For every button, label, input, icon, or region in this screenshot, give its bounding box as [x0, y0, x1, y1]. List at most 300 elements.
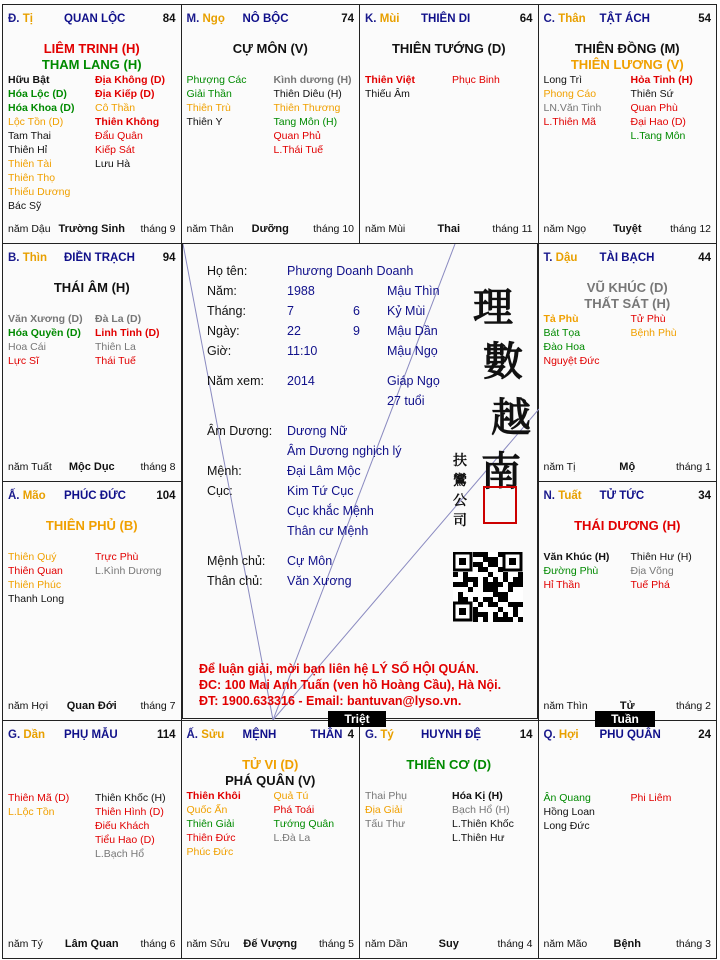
palace-number: 24: [698, 728, 711, 741]
minor-stars-right: [631, 550, 692, 592]
palace-chi: Mùi: [379, 13, 400, 25]
palace-name: MỆNH: [242, 728, 277, 741]
palace-chi: Thìn: [22, 251, 47, 264]
palace-chi: Hợi: [558, 728, 579, 741]
palace-number: 74: [341, 13, 354, 25]
info-canchi: Mậu Thìn: [387, 284, 440, 298]
info-lunar-number: 6: [353, 304, 360, 318]
minor-star: Địa Không (D): [95, 74, 165, 86]
palace-name: HUYNH ĐỆ: [421, 728, 482, 741]
minor-star: Quả Tú: [273, 789, 309, 802]
minor-stars-left: [8, 791, 69, 819]
minor-stars-left: [544, 550, 610, 592]
minor-star: Phục Binh: [452, 74, 500, 86]
minor-star: Thiên Khôi: [186, 789, 241, 802]
info-canchi: Giáp Ngọ: [387, 374, 440, 388]
footer-month: tháng 4: [497, 938, 533, 950]
palace-name: QUAN LỘC: [64, 13, 126, 25]
footer-year: năm Mùi: [365, 222, 406, 235]
palace-number: 64: [519, 13, 533, 25]
palace-chi: Tuất: [558, 490, 582, 502]
palace-ty[interactable]: [2, 4, 182, 244]
projection-line: [273, 244, 455, 720]
minor-star: Thiên Thọ: [8, 172, 56, 184]
palace-chi: Dần: [23, 728, 46, 741]
info-label: Năm xem:: [207, 374, 264, 388]
palace-header: [187, 729, 355, 745]
minor-stars-right: [95, 791, 166, 861]
palace-suu[interactable]: [181, 720, 361, 960]
palace-thin[interactable]: [2, 243, 182, 483]
minor-star: Thiếu Dương: [8, 186, 71, 198]
palace-header: [8, 729, 176, 745]
main-star: VŨ KHÚC (D): [586, 279, 668, 295]
footer-stage: Bệnh: [613, 938, 641, 950]
minor-star: Thiên Phúc: [8, 579, 62, 591]
minor-star: Lực Sĩ: [8, 354, 39, 367]
palace-chi: Tị: [22, 13, 33, 25]
minor-stars-left: [365, 73, 415, 101]
minor-star: Tuế Phá: [630, 579, 670, 591]
info-value: 7: [287, 304, 294, 318]
minor-stars-left: [544, 791, 595, 833]
minor-stars-left: [187, 789, 241, 859]
info-canchi: Mậu Ngọ: [387, 344, 438, 358]
minor-star: Địa Giải: [365, 803, 403, 816]
info-lunar-number: 9: [353, 324, 360, 338]
palace-footer: [8, 938, 176, 952]
footer-month: tháng 7: [140, 699, 176, 712]
main-star: THIÊN ĐỒNG (M): [574, 41, 680, 56]
palace-number: 14: [519, 728, 533, 741]
palace-can: Đ.: [8, 13, 20, 25]
palace-name: TÀI BẠCH: [599, 251, 655, 264]
minor-star: Quan Phủ: [273, 130, 321, 142]
minor-star: Thai Phụ: [365, 789, 408, 802]
minor-star: Bạch Hổ (H): [452, 803, 510, 816]
footer-stage: Dưỡng: [251, 222, 289, 235]
main-star: THAM LANG (H): [41, 57, 142, 72]
minor-star: Đẩu Quân: [95, 130, 143, 142]
minor-star: Địa Kiếp (D): [95, 88, 155, 100]
minor-star: Địa Võng: [630, 565, 674, 577]
main-star: THIÊN TƯỚNG (D): [391, 41, 506, 56]
minor-star: Hóa Kị (H): [452, 789, 503, 802]
info-label: Mệnh:: [207, 464, 242, 478]
palace-ty2[interactable]: [359, 720, 539, 960]
minor-star: Thiên Tài: [8, 158, 52, 170]
minor-star: Hóa Lộc (D): [8, 88, 67, 100]
palace-can: K.: [365, 13, 377, 25]
palace-number: 54: [698, 13, 711, 25]
minor-star: Lộc Tồn (D): [8, 116, 64, 128]
info-label: Tháng:: [207, 304, 246, 318]
minor-star: Lưu Hà: [95, 158, 131, 170]
footer-month: tháng 9: [140, 222, 176, 235]
minor-star: Thiên Sứ: [630, 88, 674, 100]
minor-star: Phi Liêm: [630, 791, 672, 804]
palace-than[interactable]: [538, 4, 718, 244]
palace-chi: Mão: [22, 490, 46, 502]
palace-number: 4: [347, 728, 354, 741]
footer-month: tháng 11: [492, 222, 533, 235]
minor-star: Thiên Hư (H): [630, 551, 692, 563]
palace-can: G.: [365, 728, 378, 741]
main-star: CỰ MÔN (V): [232, 41, 308, 56]
minor-star: Thiên Hình (D): [95, 805, 164, 818]
palace-name: PHU QUÂN: [599, 728, 661, 741]
minor-stars-right: [452, 73, 500, 87]
minor-star: L.Đà La: [273, 831, 311, 844]
info-value: Dương Nữ: [287, 424, 348, 438]
palace-ngo[interactable]: [181, 4, 361, 244]
minor-star: Bát Tọa: [543, 326, 581, 339]
minor-star: Long Trì: [543, 74, 583, 86]
footer-stage: Đế Vượng: [243, 938, 298, 950]
contact-line: Để luận giải, mời bạn liên hệ LÝ SỐ HỘI QUÁN.: [199, 662, 479, 676]
qr-code[interactable]: [453, 552, 523, 622]
footer-year: năm Dần: [365, 938, 408, 950]
info-label: Thân chủ:: [207, 574, 263, 588]
horoscope-chart: [2, 4, 716, 958]
info-label: Năm:: [207, 284, 237, 298]
footer-stage: Suy: [438, 938, 459, 950]
palace-can: C.: [543, 13, 555, 25]
minor-star: Hóa Khoa (D): [8, 102, 75, 114]
minor-stars-right: [95, 550, 161, 578]
minor-stars-left: [8, 312, 83, 368]
minor-star: L.Bạch Hổ: [95, 847, 145, 860]
palace-footer: [365, 223, 533, 237]
info-value: Cự Môn: [287, 554, 333, 568]
minor-stars-right: [631, 791, 672, 805]
palace-can: Q.: [543, 728, 556, 741]
minor-stars-left: [187, 73, 247, 129]
minor-star: Phượng Các: [186, 74, 247, 86]
minor-star: Bệnh Phù: [630, 326, 677, 339]
minor-star: Đào Hoa: [543, 340, 585, 353]
minor-star: Hữu Bật: [8, 74, 50, 86]
palace-footer: [544, 938, 712, 952]
info-value: Phương Doanh Doanh: [287, 264, 414, 278]
footer-month: tháng 8: [140, 461, 176, 473]
minor-star: Phá Toái: [273, 803, 315, 816]
minor-star: Đà La (D): [95, 312, 142, 325]
palace-number: 114: [156, 728, 176, 741]
palace-than-label: THÂN: [310, 728, 343, 741]
main-star: THIÊN LƯƠNG (V): [570, 57, 684, 72]
minor-star: Thiên Hỉ: [8, 144, 48, 156]
info-label: Mệnh chủ:: [207, 554, 266, 568]
minor-star: Ân Quang: [543, 791, 591, 804]
footer-year: năm Hợi: [8, 699, 49, 712]
palace-name: PHÚC ĐỨC: [64, 490, 126, 502]
info-value: Thân cư Mệnh: [287, 524, 369, 538]
minor-star: Thanh Long: [8, 593, 65, 605]
footer-stage: Mộ: [619, 461, 636, 473]
minor-star: Thiên Giải: [186, 817, 235, 830]
palace-footer: [187, 938, 355, 952]
minor-star: Điếu Khách: [95, 819, 150, 832]
footer-stage: Trường Sinh: [58, 222, 126, 235]
minor-star: Quốc Ấn: [186, 803, 228, 816]
palace-header: [544, 729, 712, 745]
palace-header: [365, 729, 533, 745]
calligraphy-char: 南: [481, 448, 521, 495]
footer-month: tháng 5: [318, 938, 354, 950]
info-value: 22: [287, 324, 301, 338]
tuan-badge: Tuần: [595, 711, 655, 727]
palace-can: T.: [543, 251, 553, 264]
minor-star: Thiên La: [95, 340, 136, 353]
palace-can: N.: [543, 490, 555, 502]
minor-star: Hoa Cái: [8, 340, 46, 353]
minor-star: L.Thiên Khốc: [452, 817, 514, 830]
minor-star: Văn Xương (D): [8, 312, 83, 325]
minor-star: Tử Phù: [630, 312, 666, 325]
main-star: LIÊM TRINH (H): [43, 41, 140, 56]
footer-month: tháng 1: [675, 461, 711, 473]
minor-star: Kiếp Sát: [95, 144, 135, 156]
footer-year: năm Tuất: [8, 461, 52, 473]
footer-year: năm Tý: [8, 938, 43, 950]
palace-hoi[interactable]: [538, 720, 718, 960]
minor-star: Tướng Quân: [273, 817, 335, 830]
minor-star: Thiên Không: [95, 116, 160, 128]
minor-star: Thiên Mã (D): [8, 791, 70, 804]
minor-star: Thiên Quý: [8, 551, 57, 563]
minor-star: Thiên Y: [186, 116, 223, 128]
footer-month: tháng 3: [675, 938, 711, 950]
minor-stars-left: [8, 73, 75, 213]
info-label: Họ tên:: [207, 264, 248, 278]
footer-month: tháng 10: [313, 222, 354, 235]
minor-star: Cô Thần: [95, 102, 136, 114]
info-value: 1988: [287, 284, 315, 298]
footer-year: năm Tị: [543, 461, 576, 473]
footer-stage: Tuyệt: [612, 222, 642, 235]
palace-chi: Thân: [558, 13, 586, 25]
minor-star: Thiếu Âm: [365, 88, 410, 100]
palace-footer: [187, 223, 355, 237]
minor-stars-right: [95, 312, 160, 368]
minor-star: Phúc Đức: [186, 845, 234, 858]
footer-month: tháng 6: [140, 938, 176, 950]
palace-footer: [8, 700, 176, 714]
palace-number: 34: [698, 490, 711, 502]
footer-year: năm Ngọ: [543, 222, 587, 235]
minor-star: Long Đức: [543, 819, 590, 832]
minor-star: Trực Phù: [95, 551, 139, 563]
palace-mui[interactable]: [359, 4, 539, 244]
palace-header: [8, 490, 176, 506]
minor-stars-right: [274, 73, 352, 157]
minor-star: Bác Sỹ: [8, 200, 42, 212]
palace-name: PHỤ MẪU: [64, 728, 118, 741]
minor-star: L.Kình Dương: [95, 565, 162, 577]
minor-star: Thiên Việt: [365, 74, 415, 86]
footer-year: năm Sửu: [186, 938, 230, 950]
minor-star: L.Thái Tuế: [273, 144, 324, 156]
minor-star: Tang Môn (H): [273, 116, 338, 128]
center-info-panel: [182, 243, 538, 719]
minor-stars-right: [95, 73, 165, 171]
info-value: Âm Dương nghịch lý: [287, 444, 402, 458]
palace-name: TẬT ÁCH: [599, 13, 650, 25]
minor-star: Thiên Trù: [186, 102, 231, 114]
palace-number: 44: [698, 251, 711, 264]
palace-chi: Sửu: [201, 728, 225, 741]
palace-chi: Tý: [380, 728, 394, 741]
palace-number: 84: [162, 13, 176, 25]
calligraphy-char: 越: [491, 394, 531, 441]
footer-year: năm Mão: [543, 938, 588, 950]
minor-star: Đại Hao (D): [630, 116, 686, 128]
minor-stars-right: [274, 789, 335, 845]
minor-star: Thiên Khốc (H): [95, 791, 166, 804]
info-label: Ngày:: [207, 324, 240, 338]
palace-can: Ấ.: [8, 490, 20, 502]
main-star: THÁI ÂM (H): [53, 279, 130, 295]
footer-stage: Thai: [437, 222, 461, 235]
palace-footer: [365, 938, 533, 952]
palace-name: TỬ TỨC: [599, 490, 645, 502]
palace-header: [544, 13, 712, 29]
info-label: Giờ:: [207, 344, 232, 358]
main-star: THIÊN CƠ (D): [406, 756, 492, 772]
minor-star: Phong Cáo: [543, 88, 597, 100]
minor-star: Hỉ Thần: [543, 579, 581, 591]
palace-header: [544, 490, 712, 506]
palace-footer: [8, 223, 176, 237]
minor-star: Linh Tinh (D): [95, 326, 160, 339]
footer-stage: Tử: [619, 699, 635, 712]
minor-star: Thiên Diêu (H): [273, 88, 342, 100]
palace-footer: [544, 461, 712, 475]
palace-header: [187, 13, 355, 29]
palace-mao[interactable]: [2, 481, 182, 721]
minor-star: L.Thiên Hư: [452, 831, 505, 844]
minor-stars-right: [452, 789, 514, 845]
footer-month: tháng 12: [670, 222, 711, 235]
minor-star: Hồng Loan: [543, 805, 595, 818]
palace-can: G.: [8, 728, 21, 741]
footer-year: năm Thìn: [543, 699, 588, 712]
footer-year: năm Thân: [186, 222, 234, 235]
palace-number: 94: [162, 251, 176, 264]
palace-name: NÔ BỘC: [242, 13, 289, 25]
minor-star: LN.Văn Tinh: [543, 102, 602, 114]
minor-stars-right: [631, 73, 693, 143]
main-star: THIÊN PHỦ (B): [45, 518, 138, 533]
minor-stars-right: [631, 312, 677, 340]
footer-stage: Lâm Quan: [64, 938, 119, 950]
palace-header: [365, 13, 533, 29]
palace-name: THIÊN DI: [421, 13, 471, 25]
main-star: THẤT SÁT (H): [584, 295, 671, 311]
info-value: 2014: [287, 374, 315, 388]
minor-star: Tả Phù: [543, 312, 579, 325]
footer-year: năm Dậu: [8, 222, 51, 235]
minor-star: L.Lộc Tồn: [8, 805, 55, 818]
info-canchi: Kỷ Mùi: [387, 304, 426, 318]
minor-star: Thiên Thương: [273, 102, 341, 114]
minor-stars-left: [544, 73, 602, 129]
info-value: Đại Lâm Mộc: [287, 464, 361, 478]
minor-star: Hóa Quyền (D): [8, 326, 81, 339]
minor-star: Tiểu Hao (D): [95, 833, 155, 846]
calligraphy-char: 理: [473, 284, 513, 331]
contact-line: ĐT: 1900.633316 - Email: bantuvan@lyso.vn.: [199, 694, 462, 708]
info-canchi: Mậu Dần: [387, 324, 438, 338]
minor-star: L.Tang Môn: [630, 130, 686, 142]
minor-star: Giải Thần: [186, 88, 232, 100]
main-star: TỬ VI (D): [242, 756, 299, 772]
palace-name: ĐIỀN TRẠCH: [64, 251, 135, 264]
palace-dau[interactable]: [538, 243, 718, 483]
minor-star: Hỏa Tinh (H): [630, 74, 693, 86]
info-value: Kim Tứ Cục: [287, 484, 354, 498]
minor-star: Nguyệt Đức: [543, 354, 600, 367]
palace-chi: Ngọ: [202, 13, 225, 25]
palace-footer: [8, 461, 176, 475]
info-value: Cục khắc Mệnh: [287, 504, 374, 518]
minor-star: Thiên Quan: [8, 565, 63, 577]
calligraphy-small-char: 司: [453, 513, 467, 529]
palace-can: M.: [186, 13, 200, 25]
main-star: PHÁ QUÂN (V): [225, 772, 316, 788]
minor-star: Tấu Thư: [365, 817, 406, 830]
info-label: Âm Dương:: [207, 424, 273, 438]
palace-tuat[interactable]: [538, 481, 718, 721]
palace-footer: [544, 223, 712, 237]
palace-can: B.: [8, 251, 20, 264]
red-seal-stamp: [483, 486, 517, 524]
palace-dan[interactable]: [2, 720, 182, 960]
contact-line: ĐC: 100 Mai Anh Tuấn (ven hồ Hoàng Cầu), Hà Nội.: [199, 678, 502, 692]
info-label: Cục:: [207, 484, 233, 498]
info-value: Văn Xương: [287, 574, 352, 588]
footer-stage: Quan Đới: [66, 699, 117, 712]
palace-number: 104: [156, 490, 176, 502]
main-star: THÁI DƯƠNG (H): [574, 518, 681, 533]
minor-stars-left: [8, 550, 64, 606]
info-canchi: 27 tuổi: [387, 394, 425, 408]
minor-star: Đường Phù: [543, 565, 599, 577]
minor-star: Thiên Đức: [186, 831, 236, 844]
minor-star: Kình dương (H): [273, 74, 352, 86]
palace-header: [8, 13, 176, 29]
minor-star: Thái Tuế: [95, 354, 136, 367]
minor-star: L.Thiên Mã: [543, 116, 597, 128]
minor-stars-left: [365, 789, 407, 831]
triet-badge: Triệt: [328, 711, 386, 727]
calligraphy-char: 數: [483, 338, 523, 385]
minor-star: Tam Thai: [8, 130, 51, 142]
footer-month: tháng 2: [675, 699, 711, 712]
minor-star: Văn Khúc (H): [543, 551, 610, 563]
palace-chi: Dậu: [555, 251, 578, 264]
palace-header: [8, 252, 176, 268]
calligraphy-small-char: 扶: [453, 453, 467, 469]
minor-stars-left: [544, 312, 600, 368]
palace-can: Ấ.: [186, 728, 198, 741]
palace-header: [544, 252, 712, 268]
footer-stage: Mộc Dục: [68, 461, 115, 473]
calligraphy-small-char: 鸞: [453, 473, 467, 489]
minor-star: Quan Phù: [630, 102, 678, 114]
calligraphy-small-char: 公: [453, 493, 467, 509]
